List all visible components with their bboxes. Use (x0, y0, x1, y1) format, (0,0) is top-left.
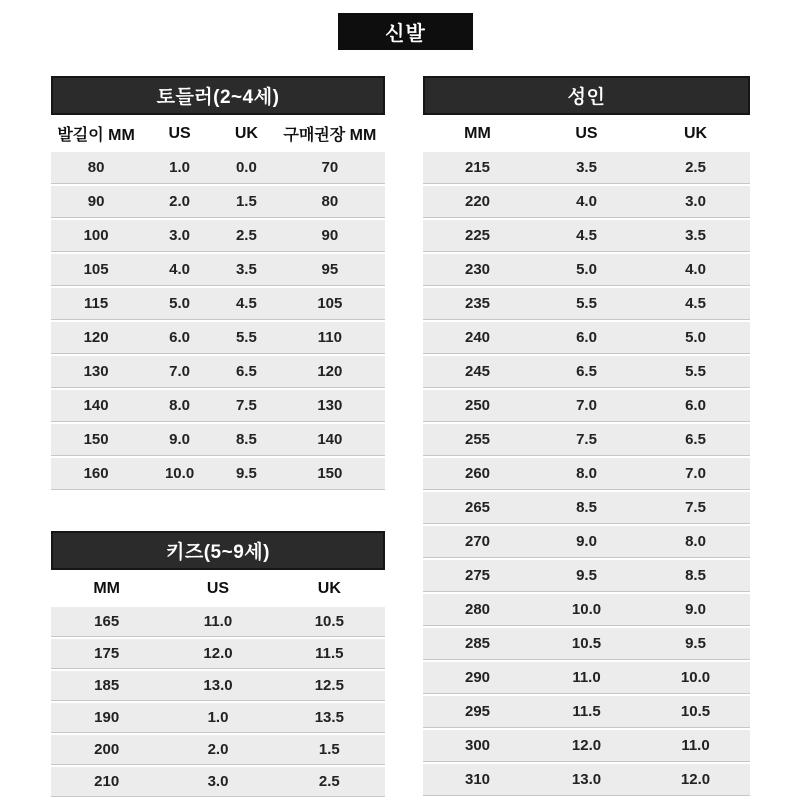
table-row (51, 424, 385, 456)
table-cell: 7.5 (235, 397, 257, 414)
table-cell: 2.0 (207, 741, 229, 758)
table-row (51, 607, 385, 637)
table-cell: 3.0 (169, 227, 190, 244)
table-cell: 95 (321, 261, 339, 278)
table-cell: 70 (321, 159, 339, 176)
table-cell: 160 (83, 465, 109, 482)
table-cell: 165 (94, 613, 120, 630)
table-cell: 6.5 (235, 363, 257, 380)
table-cell: 7.0 (169, 363, 190, 380)
table-cell: 290 (464, 669, 491, 686)
table-row (51, 186, 385, 218)
table-cell: 4.5 (685, 295, 706, 312)
page-title: 신발 (338, 13, 473, 50)
table-cell: 140 (83, 397, 109, 414)
table-cell: 4.0 (576, 193, 597, 210)
table-cell: 285 (464, 635, 491, 652)
table-cell: 5.0 (685, 329, 706, 346)
table-cell: 8.0 (169, 397, 190, 414)
table-cell: 6.0 (169, 329, 190, 346)
table-cell: 8.5 (685, 567, 706, 584)
column-header: UK (234, 124, 258, 142)
table-cell: 11.0 (572, 669, 601, 686)
table-cell: 9.5 (576, 567, 597, 584)
table-cell: 2.5 (235, 227, 257, 244)
table-cell: 120 (317, 363, 343, 380)
table-cell: 8.5 (576, 499, 597, 516)
table-cell: 2.5 (318, 773, 340, 790)
table-cell: 11.5 (572, 703, 601, 720)
table-cell: 300 (464, 737, 491, 754)
table-cell: 100 (83, 227, 109, 244)
table-cell: 8.0 (685, 533, 706, 550)
table-cell: 4.5 (235, 295, 257, 312)
table-cell: 5.5 (235, 329, 257, 346)
table-cell: 150 (317, 465, 343, 482)
kids-size-table (51, 531, 385, 797)
table-cell: 230 (464, 261, 491, 278)
table-cell: 5.5 (685, 363, 706, 380)
table-row (423, 322, 750, 354)
table-cell: 12.0 (680, 771, 711, 788)
table-row (423, 186, 750, 218)
table-cell: 260 (464, 465, 491, 482)
table-cell: 7.0 (576, 397, 597, 414)
table-cell: 6.5 (576, 363, 597, 380)
column-header: MM (93, 579, 120, 597)
right-column (423, 76, 750, 798)
table-cell: 6.0 (576, 329, 597, 346)
table-cell: 3.5 (235, 261, 257, 278)
table-cell: 13.0 (203, 677, 233, 694)
table-cell: 4.0 (685, 261, 706, 278)
section-spacer (51, 492, 385, 531)
table-cell: 210 (94, 773, 120, 790)
table-cell: 9.5 (235, 465, 257, 482)
table-cell: 3.5 (685, 227, 706, 244)
table-row (423, 424, 750, 456)
table-cell: 80 (87, 159, 105, 176)
table-row (423, 492, 750, 524)
table-cell: 1.0 (169, 159, 190, 176)
column-header: 발길이 MM (57, 127, 135, 144)
table-cell: 13.0 (571, 771, 602, 788)
table-row (423, 594, 750, 626)
table-row (51, 735, 385, 765)
table-cell: 6.5 (685, 431, 706, 448)
table-cell: 1.5 (235, 193, 257, 210)
table-cell: 265 (464, 499, 491, 516)
table-cell: 9.0 (685, 601, 706, 618)
table-cell: 2.5 (685, 159, 706, 176)
table-cell: 6.0 (685, 397, 706, 414)
table-row (51, 639, 385, 669)
table-cell: 105 (317, 295, 343, 312)
table-cell: 10.0 (164, 465, 195, 482)
table-cell: 1.5 (318, 741, 340, 758)
table-row (51, 254, 385, 286)
table-row (423, 254, 750, 286)
table-cell: 5.0 (576, 261, 597, 278)
kids-column-headers (51, 570, 385, 607)
table-cell: 270 (464, 533, 491, 550)
table-cell: 150 (83, 431, 109, 448)
table-row (51, 671, 385, 701)
table-cell: 1.0 (207, 709, 229, 726)
adult-table-title: 성인 (423, 76, 750, 115)
table-cell: 310 (464, 771, 491, 788)
table-cell: 4.0 (169, 261, 190, 278)
table-row (423, 764, 750, 796)
table-cell: 250 (464, 397, 491, 414)
column-header: US (206, 579, 230, 597)
table-cell: 295 (464, 703, 491, 720)
table-row (423, 730, 750, 762)
table-cell: 5.5 (576, 295, 597, 312)
table-cell: 11.0 (681, 737, 710, 754)
table-row (51, 152, 385, 184)
adult-size-table (423, 76, 750, 796)
table-cell: 11.5 (315, 645, 344, 662)
table-cell: 175 (94, 645, 120, 662)
table-cell: 9.0 (169, 431, 190, 448)
table-cell: 235 (464, 295, 491, 312)
table-cell: 80 (321, 193, 339, 210)
table-row (423, 526, 750, 558)
table-cell: 105 (83, 261, 109, 278)
table-cell: 225 (464, 227, 491, 244)
table-row (51, 322, 385, 354)
table-row (423, 662, 750, 694)
table-cell: 130 (83, 363, 109, 380)
table-cell: 11.0 (203, 613, 233, 630)
table-row (51, 703, 385, 733)
table-cell: 90 (321, 227, 339, 244)
table-cell: 8.5 (235, 431, 257, 448)
table-cell: 4.5 (576, 227, 597, 244)
toddler-table-title: 토들러(2~4세) (51, 76, 385, 115)
table-row (51, 390, 385, 422)
table-cell: 8.0 (576, 465, 597, 482)
table-cell: 200 (94, 741, 120, 758)
table-cell: 245 (464, 363, 491, 380)
table-cell: 5.0 (169, 295, 190, 312)
column-header: UK (317, 579, 341, 597)
table-cell: 10.5 (314, 613, 344, 630)
table-cell: 3.5 (576, 159, 597, 176)
table-cell: 10.0 (680, 669, 711, 686)
column-header: 구매권장 MM (283, 127, 377, 144)
table-cell: 190 (94, 709, 120, 726)
table-row (423, 356, 750, 388)
table-cell: 9.0 (576, 533, 597, 550)
column-header: MM (464, 124, 491, 142)
table-row (423, 628, 750, 660)
table-row (423, 696, 750, 728)
table-cell: 10.5 (680, 703, 711, 720)
table-cell: 12.0 (571, 737, 602, 754)
table-row (423, 458, 750, 490)
adult-rows (423, 152, 750, 796)
table-cell: 10.0 (571, 601, 602, 618)
table-cell: 13.5 (314, 709, 344, 726)
table-cell: 12.5 (314, 677, 344, 694)
column-header: US (575, 124, 598, 142)
table-row (51, 288, 385, 320)
table-cell: 120 (83, 329, 109, 346)
table-row (51, 458, 385, 490)
table-cell: 140 (317, 431, 343, 448)
table-cell: 130 (317, 397, 343, 414)
table-cell: 3.0 (207, 773, 229, 790)
table-row (51, 356, 385, 388)
table-cell: 240 (464, 329, 491, 346)
table-cell: 7.0 (685, 465, 706, 482)
table-cell: 280 (464, 601, 491, 618)
table-cell: 9.5 (685, 635, 706, 652)
table-cell: 7.5 (685, 499, 706, 516)
table-cell: 275 (464, 567, 491, 584)
table-row (51, 767, 385, 797)
table-cell: 7.5 (576, 431, 597, 448)
table-cell: 10.5 (571, 635, 602, 652)
kids-table-title: 키즈(5~9세) (51, 531, 385, 570)
table-cell: 115 (83, 295, 109, 312)
toddler-size-table (51, 76, 385, 490)
table-row (51, 220, 385, 252)
table-cell: 220 (464, 193, 491, 210)
toddler-column-headers (51, 115, 385, 152)
table-cell: 2.0 (169, 193, 190, 210)
table-cell: 255 (464, 431, 491, 448)
table-cell: 185 (94, 677, 120, 694)
table-row (423, 152, 750, 184)
table-row (423, 560, 750, 592)
table-cell: 0.0 (235, 159, 257, 176)
table-cell: 110 (317, 329, 342, 346)
left-column (51, 76, 385, 799)
table-cell: 12.0 (203, 645, 233, 662)
kids-rows (51, 607, 385, 797)
table-cell: 90 (87, 193, 105, 210)
table-cell: 215 (464, 159, 491, 176)
table-row (423, 220, 750, 252)
column-header: US (168, 124, 191, 142)
column-header: UK (683, 124, 708, 142)
toddler-rows (51, 152, 385, 490)
table-row (423, 390, 750, 422)
adult-column-headers (423, 115, 750, 152)
table-row (423, 288, 750, 320)
table-cell: 3.0 (685, 193, 706, 210)
